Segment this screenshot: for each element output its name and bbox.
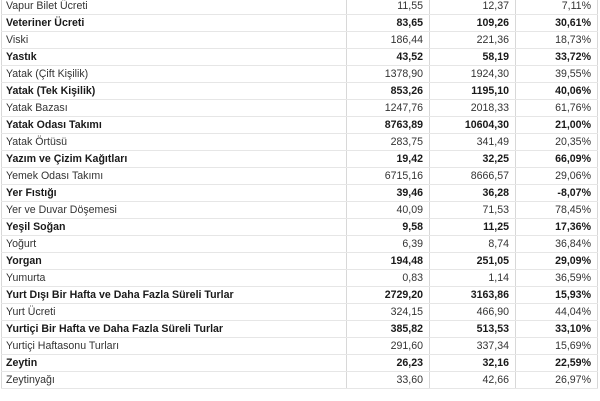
- change-percent-cell: 15,93%: [516, 287, 598, 304]
- item-name-cell: Yazım ve Çizim Kağıtları: [2, 151, 347, 168]
- change-percent-cell: 22,59%: [516, 355, 598, 372]
- change-percent-cell: 44,04%: [516, 304, 598, 321]
- item-name-cell: Yer Fıstığı: [2, 185, 347, 202]
- table-row: [2, 236, 598, 253]
- previous-price-cell: 194,48: [347, 253, 430, 270]
- current-price-cell: 341,49: [430, 134, 516, 151]
- table-row: [2, 304, 598, 321]
- item-name-cell: Yatak Örtüsü: [2, 134, 347, 151]
- item-name-cell: Viski: [2, 32, 347, 49]
- item-name-cell: Yorgan: [2, 253, 347, 270]
- item-name-cell: Yurtiçi Haftasonu Turları: [2, 338, 347, 355]
- item-name-cell: Yemek Odası Takımı: [2, 168, 347, 185]
- previous-price-cell: 11,55: [347, 0, 430, 15]
- previous-price-cell: 19,42: [347, 151, 430, 168]
- change-percent-cell: 40,06%: [516, 83, 598, 100]
- change-percent-cell: 29,06%: [516, 168, 598, 185]
- previous-price-cell: 9,58: [347, 219, 430, 236]
- current-price-cell: 221,36: [430, 32, 516, 49]
- table-row: [2, 355, 598, 372]
- previous-price-cell: 33,60: [347, 372, 430, 389]
- table-row: [2, 372, 598, 389]
- current-price-cell: 337,34: [430, 338, 516, 355]
- change-percent-cell: 26,97%: [516, 372, 598, 389]
- table-row: [2, 117, 598, 134]
- current-price-cell: 466,90: [430, 304, 516, 321]
- current-price-cell: 1195,10: [430, 83, 516, 100]
- current-price-cell: 42,66: [430, 372, 516, 389]
- change-percent-cell: 7,11%: [516, 0, 598, 15]
- change-percent-cell: 30,61%: [516, 15, 598, 32]
- table-row: [2, 0, 598, 15]
- price-table: [1, 0, 598, 389]
- table-row: [2, 321, 598, 338]
- previous-price-cell: 26,23: [347, 355, 430, 372]
- table-row: [2, 270, 598, 287]
- previous-price-cell: 385,82: [347, 321, 430, 338]
- item-name-cell: Veteriner Ücreti: [2, 15, 347, 32]
- current-price-cell: 1924,30: [430, 66, 516, 83]
- change-percent-cell: 61,76%: [516, 100, 598, 117]
- table-row: [2, 185, 598, 202]
- previous-price-cell: 6715,16: [347, 168, 430, 185]
- current-price-cell: 513,53: [430, 321, 516, 338]
- previous-price-cell: 83,65: [347, 15, 430, 32]
- table-row: [2, 219, 598, 236]
- item-name-cell: Yatak (Çift Kişilik): [2, 66, 347, 83]
- item-name-cell: Zeytinyağı: [2, 372, 347, 389]
- item-name-cell: Yoğurt: [2, 236, 347, 253]
- previous-price-cell: 853,26: [347, 83, 430, 100]
- current-price-cell: 2018,33: [430, 100, 516, 117]
- current-price-cell: 36,28: [430, 185, 516, 202]
- current-price-cell: 109,26: [430, 15, 516, 32]
- current-price-cell: 58,19: [430, 49, 516, 66]
- previous-price-cell: 291,60: [347, 338, 430, 355]
- table-row: [2, 66, 598, 83]
- item-name-cell: Yatak Odası Takımı: [2, 117, 347, 134]
- change-percent-cell: 20,35%: [516, 134, 598, 151]
- table-row: [2, 83, 598, 100]
- table-row: [2, 253, 598, 270]
- item-name-cell: Vapur Bilet Ücreti: [2, 0, 347, 15]
- change-percent-cell: 18,73%: [516, 32, 598, 49]
- table-row: [2, 168, 598, 185]
- current-price-cell: 251,05: [430, 253, 516, 270]
- previous-price-cell: 40,09: [347, 202, 430, 219]
- change-percent-cell: 29,09%: [516, 253, 598, 270]
- previous-price-cell: 2729,20: [347, 287, 430, 304]
- previous-price-cell: 283,75: [347, 134, 430, 151]
- previous-price-cell: 324,15: [347, 304, 430, 321]
- item-name-cell: Yurt Dışı Bir Hafta ve Daha Fazla Süreli Turlar: [2, 287, 347, 304]
- change-percent-cell: 36,84%: [516, 236, 598, 253]
- change-percent-cell: 17,36%: [516, 219, 598, 236]
- change-percent-cell: 15,69%: [516, 338, 598, 355]
- current-price-cell: 32,16: [430, 355, 516, 372]
- previous-price-cell: 1247,76: [347, 100, 430, 117]
- item-name-cell: Yeşil Soğan: [2, 219, 347, 236]
- previous-price-cell: 43,52: [347, 49, 430, 66]
- previous-price-cell: 39,46: [347, 185, 430, 202]
- previous-price-cell: 186,44: [347, 32, 430, 49]
- change-percent-cell: -8,07%: [516, 185, 598, 202]
- current-price-cell: 11,25: [430, 219, 516, 236]
- change-percent-cell: 36,59%: [516, 270, 598, 287]
- previous-price-cell: 0,83: [347, 270, 430, 287]
- current-price-cell: 71,53: [430, 202, 516, 219]
- current-price-cell: 1,14: [430, 270, 516, 287]
- current-price-cell: 32,25: [430, 151, 516, 168]
- table-row: [2, 134, 598, 151]
- item-name-cell: Yurtiçi Bir Hafta ve Daha Fazla Süreli Turlar: [2, 321, 347, 338]
- item-name-cell: Yastık: [2, 49, 347, 66]
- table-row: [2, 338, 598, 355]
- table-row: [2, 151, 598, 168]
- table-row: [2, 100, 598, 117]
- change-percent-cell: 33,72%: [516, 49, 598, 66]
- current-price-cell: 8666,57: [430, 168, 516, 185]
- current-price-cell: 10604,30: [430, 117, 516, 134]
- item-name-cell: Yatak Bazası: [2, 100, 347, 117]
- change-percent-cell: 78,45%: [516, 202, 598, 219]
- previous-price-cell: 1378,90: [347, 66, 430, 83]
- table-row: [2, 49, 598, 66]
- previous-price-cell: 6,39: [347, 236, 430, 253]
- current-price-cell: 8,74: [430, 236, 516, 253]
- table-row: [2, 202, 598, 219]
- change-percent-cell: 33,10%: [516, 321, 598, 338]
- item-name-cell: Yer ve Duvar Döşemesi: [2, 202, 347, 219]
- table-row: [2, 32, 598, 49]
- table-row: [2, 15, 598, 32]
- item-name-cell: Zeytin: [2, 355, 347, 372]
- change-percent-cell: 39,55%: [516, 66, 598, 83]
- item-name-cell: Yumurta: [2, 270, 347, 287]
- previous-price-cell: 8763,89: [347, 117, 430, 134]
- item-name-cell: Yurt Ücreti: [2, 304, 347, 321]
- current-price-cell: 12,37: [430, 0, 516, 15]
- change-percent-cell: 21,00%: [516, 117, 598, 134]
- item-name-cell: Yatak (Tek Kişilik): [2, 83, 347, 100]
- price-table-body: [2, 0, 598, 389]
- current-price-cell: 3163,86: [430, 287, 516, 304]
- table-row: [2, 287, 598, 304]
- change-percent-cell: 66,09%: [516, 151, 598, 168]
